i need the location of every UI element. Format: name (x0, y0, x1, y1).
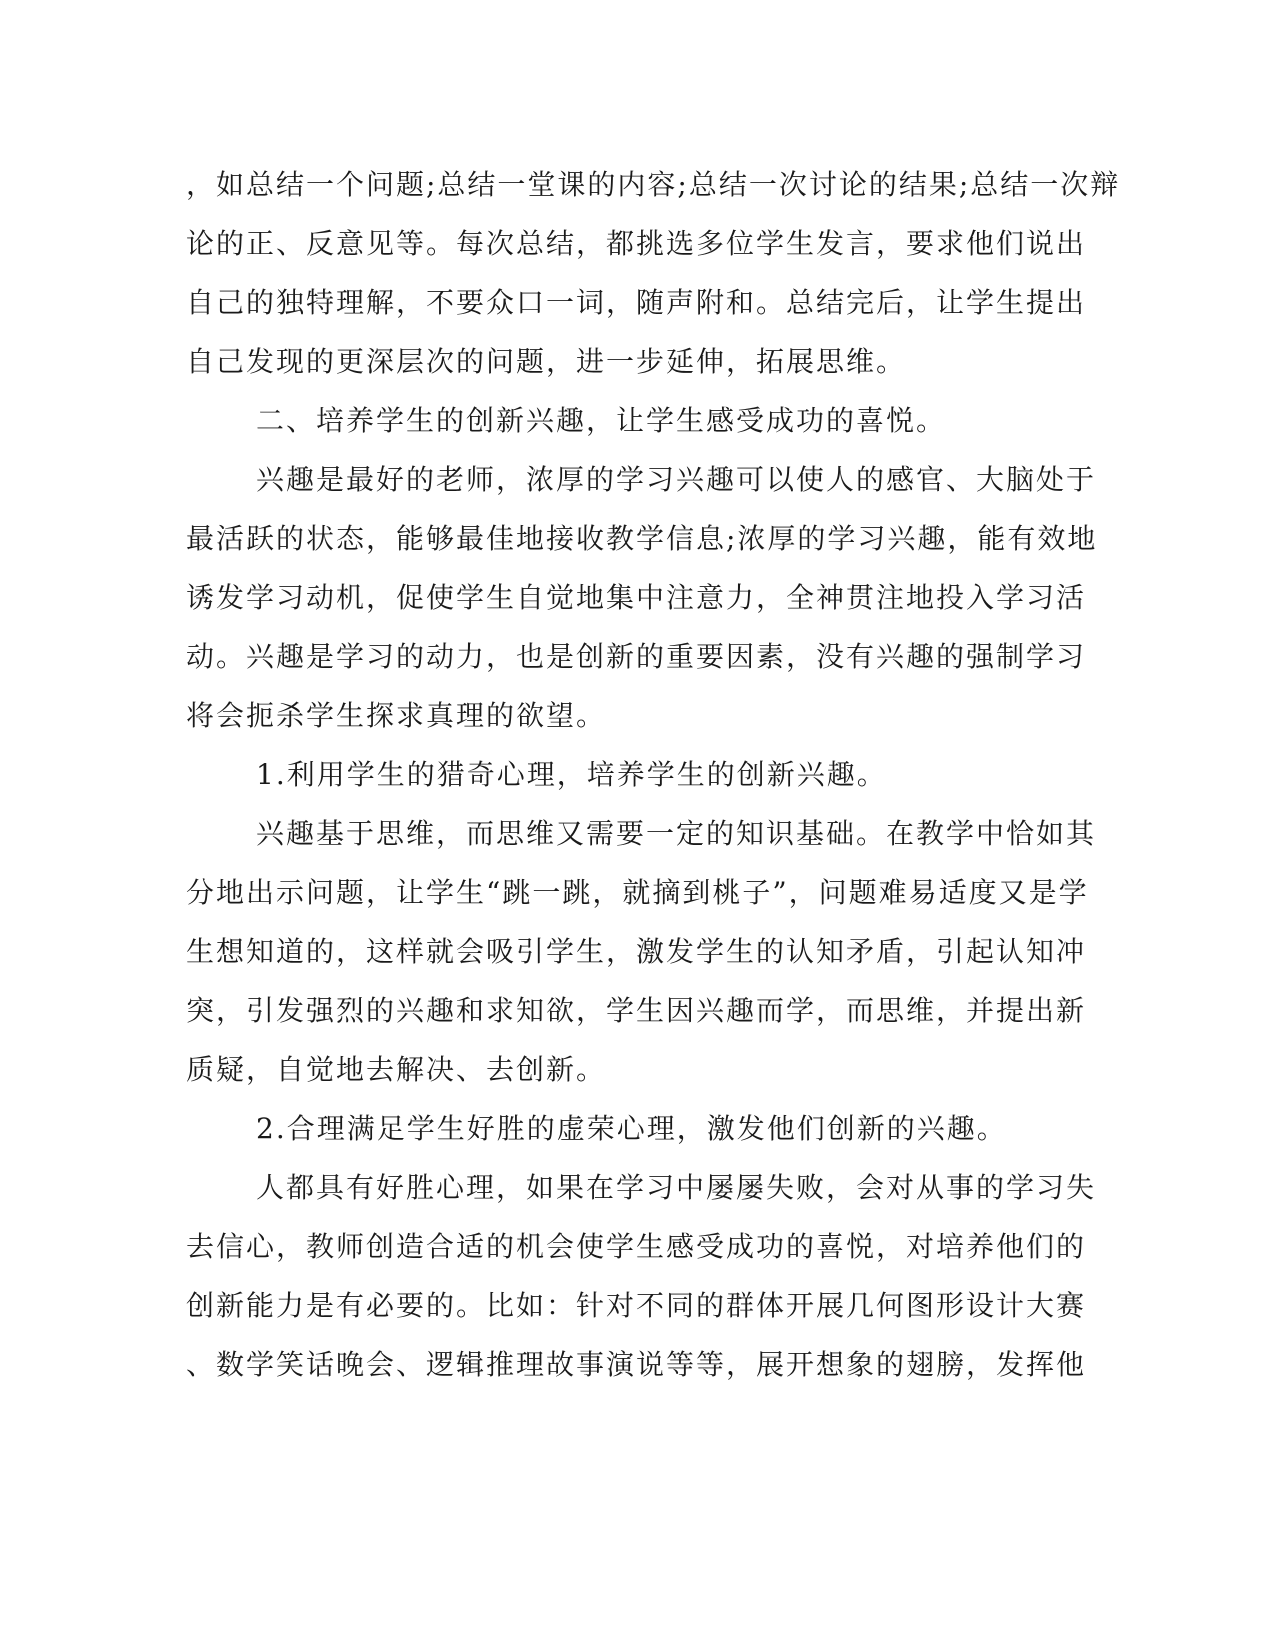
text-line: 去信心，教师创造合适的机会使学生感受成功的喜悦，对培养他们的 (186, 1230, 1087, 1263)
section-heading: 二、培养学生的创新兴趣，让学生感受成功的喜悦。 (256, 404, 947, 437)
text-line: 人都具有好胜心理，如果在学习中屡屡失败，会对从事的学习失 (256, 1171, 1097, 1204)
text-line: 将会扼杀学生探求真理的欲望。 (186, 699, 607, 732)
text-line: 质疑，自觉地去解决、去创新。 (186, 1053, 607, 1086)
text-line: 生想知道的，这样就会吸引学生，激发学生的认知矛盾，引起认知冲 (186, 935, 1087, 968)
subsection-heading: 1.利用学生的猎奇心理，培养学生的创新兴趣。 (256, 758, 887, 791)
text-line: 兴趣基于思维，而思维又需要一定的知识基础。在教学中恰如其 (256, 817, 1097, 850)
text-line: 创新能力是有必要的。比如：针对不同的群体开展几何图形设计大赛 (186, 1289, 1087, 1322)
text-line: 动。兴趣是学习的动力，也是创新的重要因素，没有兴趣的强制学习 (186, 640, 1087, 673)
text-line: 最活跃的状态，能够最佳地接收教学信息;浓厚的学习兴趣，能有效地 (186, 522, 1098, 555)
text-line: 论的正、反意见等。每次总结，都挑选多位学生发言，要求他们说出 (186, 227, 1087, 260)
text-line: ，如总结一个问题;总结一堂课的内容;总结一次讨论的结果;总结一次辩 (186, 168, 1121, 201)
text-line: 诱发学习动机，促使学生自觉地集中注意力，全神贯注地投入学习活 (186, 581, 1087, 614)
text-line: 分地出示问题，让学生“跳一跳，就摘到桃子”，问题难易适度又是学 (186, 876, 1089, 909)
text-line: 兴趣是最好的老师，浓厚的学习兴趣可以使人的感官、大脑处于 (256, 463, 1097, 496)
document-body (186, 155, 1121, 1394)
text-line: 突，引发强烈的兴趣和求知欲，学生因兴趣而学，而思维，并提出新 (186, 994, 1087, 1027)
text-line: 自己发现的更深层次的问题，进一步延伸，拓展思维。 (186, 345, 907, 378)
text-line: 自己的独特理解，不要众口一词，随声附和。总结完后，让学生提出 (186, 286, 1087, 319)
text-line: 、数学笑话晚会、逻辑推理故事演说等等，展开想象的翅膀，发挥他 (186, 1348, 1087, 1381)
subsection-heading: 2.合理满足学生好胜的虚荣心理，激发他们创新的兴趣。 (256, 1112, 1007, 1145)
